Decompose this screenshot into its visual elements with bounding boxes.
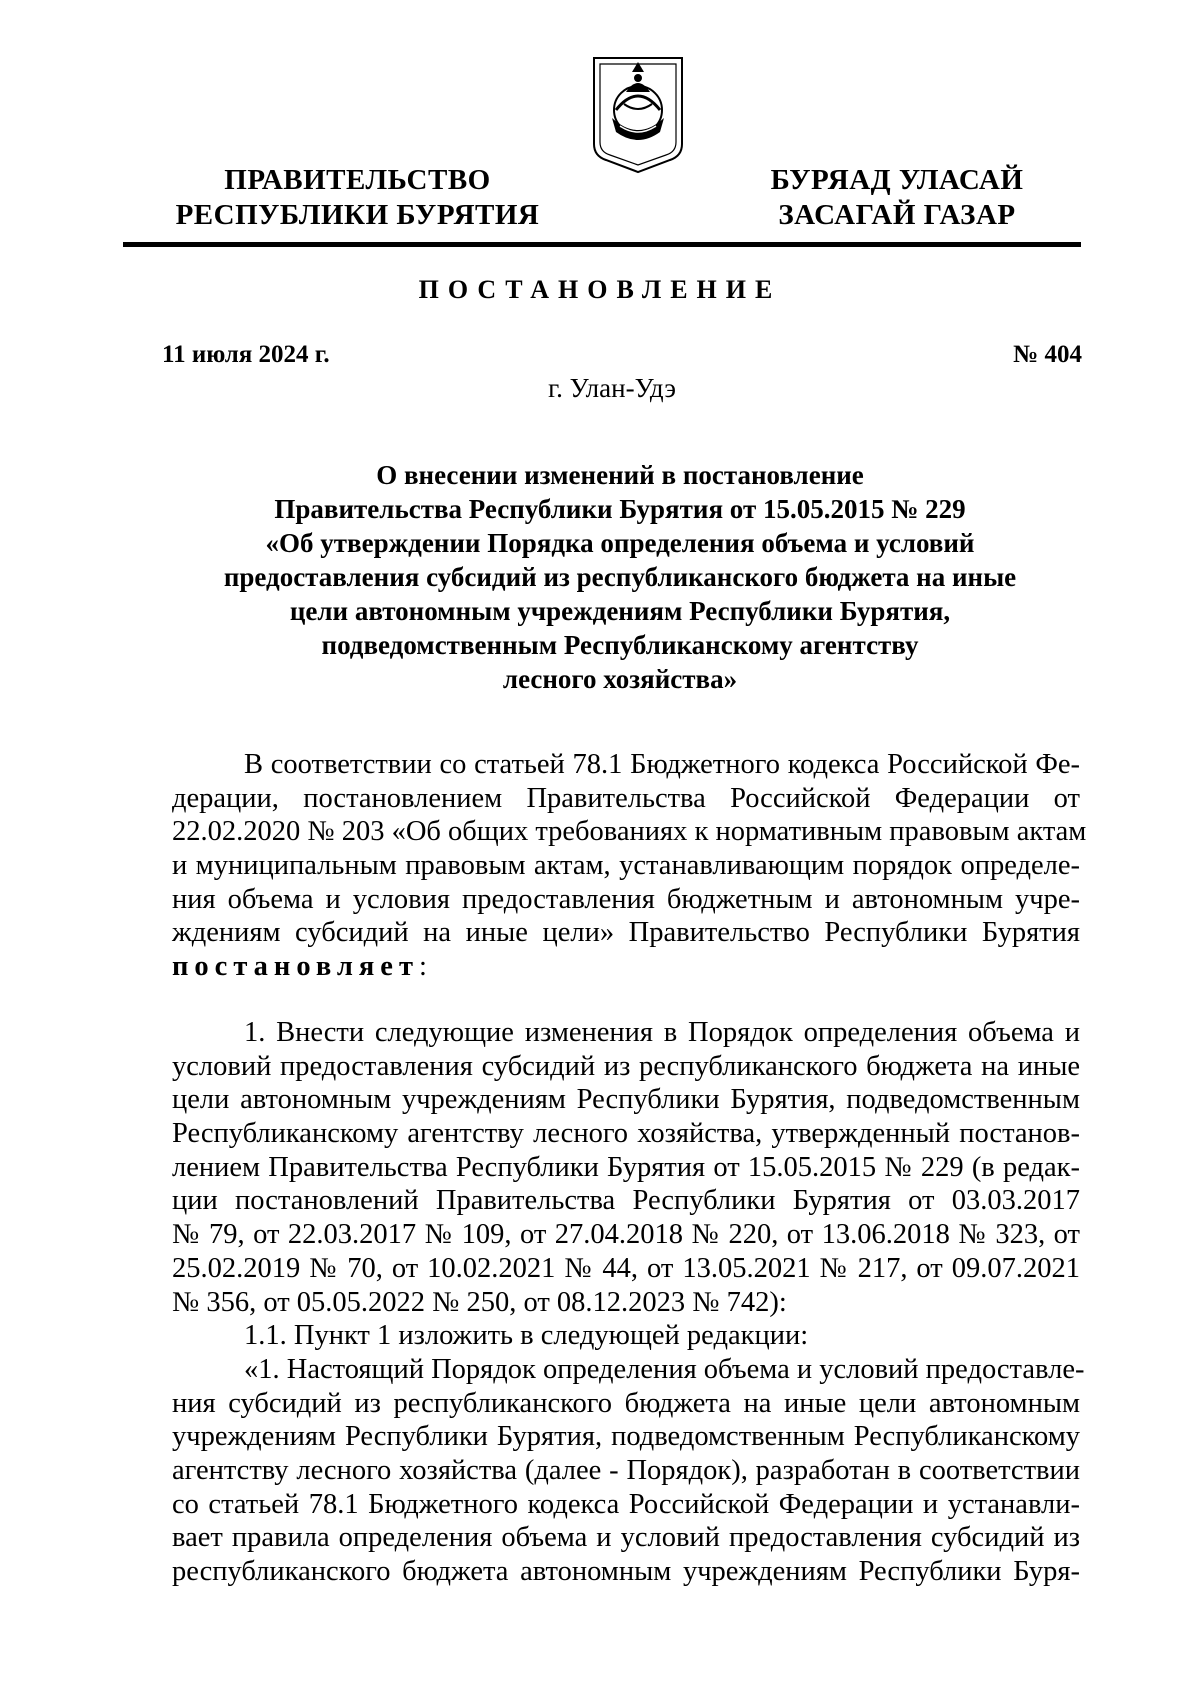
body-line: лением Правительства Республики Бурятия от 15.05.2015 № 229 (в редак-: [172, 1151, 1080, 1183]
title-line: Правительства Республики Бурятия от 15.05.2015 № 229: [274, 494, 966, 524]
body-line: ции постановлений Правительства Республики Бурятия от 03.03.2017: [172, 1185, 1080, 1217]
title-line: лесного хозяйства»: [502, 664, 738, 694]
org-name-bua-line-1: БУРЯАД УЛАСАЙ: [770, 164, 1024, 196]
document-title: [160, 458, 1080, 696]
subitem-1-1: 1.1. Пункт 1 изложить в следующей редакции:: [244, 1320, 809, 1352]
body-line: В соответствии со статьей 78.1 Бюджетного кодекса Российской Фе-: [244, 749, 1080, 780]
body-line: и муниципальным правовым актам, устанавливающим порядок определе-: [172, 850, 1080, 882]
resolves-word: постановляет: [172, 951, 419, 983]
body-line: 1. Внести следующие изменения в Порядок определения объема и: [244, 1017, 1080, 1048]
body-line: ния объема и условия предоставления бюджетным и автономным учре-: [172, 883, 1080, 915]
body-line: ждениям субсидий на иные цели» Правительство Республики Бурятия: [172, 917, 1080, 949]
quote-line: ния субсидий из республиканского бюджета на иные цели автономным: [172, 1387, 1080, 1419]
org-name-ru-line-1: ПРАВИТЕЛЬСТВО: [224, 164, 491, 196]
document-city: г. Улан-Удэ: [548, 373, 676, 403]
body-line: 25.02.2019 № 70, от 10.02.2021 № 44, от 13.05.2021 № 217, от 09.07.2021: [172, 1252, 1080, 1284]
document-type: ПОСТАНОВЛЕНИЕ: [418, 275, 782, 304]
resolves-line: [172, 950, 1080, 984]
quote-line: со статьей 78.1 Бюджетного кодекса Российской Федерации и устанавли-: [172, 1488, 1080, 1520]
org-name-buryat: [742, 163, 1052, 233]
body-line: условий предоставления субсидий из республиканского бюджета на иные: [172, 1050, 1080, 1082]
body-line: цели автономным учреждениям Республики Бурятия, подведомственным: [172, 1084, 1080, 1116]
document-number: № 404: [1013, 341, 1082, 368]
title-line: «Об утверждении Порядка определения объема и условий: [265, 528, 975, 558]
document-date: 11 июля 2024 г.: [162, 341, 330, 368]
body-line: 22.02.2020 № 203 «Об общих требованиях к нормативным правовым актам: [172, 816, 1087, 848]
preamble-paragraph: [172, 748, 1087, 984]
quote-line: республиканского бюджета автономным учреждениям Республики Буря-: [172, 1556, 1080, 1587]
body-line: № 79, от 22.03.2017 № 109, от 27.04.2018 № 220, от 13.06.2018 № 323, от: [172, 1219, 1080, 1251]
title-line: цели автономным учреждениям Республики Бурятия,: [289, 596, 951, 626]
title-line: подведомственным Республиканскому агентству: [321, 630, 919, 660]
quote-line: учреждениям Республики Бурятия, подведомственным Республиканскому: [172, 1421, 1080, 1453]
body-line: Республиканскому агентству лесного хозяйства, утвержденный постанов-: [172, 1118, 1080, 1150]
quote-line: агентству лесного хозяйства (далее - Порядок), разработан в соответствии: [172, 1454, 1080, 1486]
quote-line: вает правила определения объема и условий предоставления субсидий из: [172, 1522, 1080, 1554]
org-name-ru-line-2: РЕСПУБЛИКИ БУРЯТИЯ: [175, 199, 540, 231]
title-line: предоставления субсидий из республиканского бюджета на иные: [223, 562, 1017, 592]
title-line: О внесении изменений в постановление: [376, 460, 864, 490]
body-line: № 356, от 05.05.2022 № 250, от 08.12.2023 № 742):: [172, 1286, 787, 1318]
quote-line: «1. Настоящий Порядок определения объема и условий предоставле-: [244, 1353, 1085, 1385]
body-line: дерации, постановлением Правительства Российской Федерации от: [172, 782, 1080, 814]
org-name-russian: [155, 163, 560, 233]
header-divider: [123, 242, 1081, 247]
item-1-paragraph: [172, 1016, 1085, 1589]
org-name-bua-line-2: ЗАСАГАЙ ГАЗАР: [778, 199, 1016, 231]
coat-of-arms-icon: [586, 52, 690, 176]
resolves-colon: :: [418, 951, 427, 983]
